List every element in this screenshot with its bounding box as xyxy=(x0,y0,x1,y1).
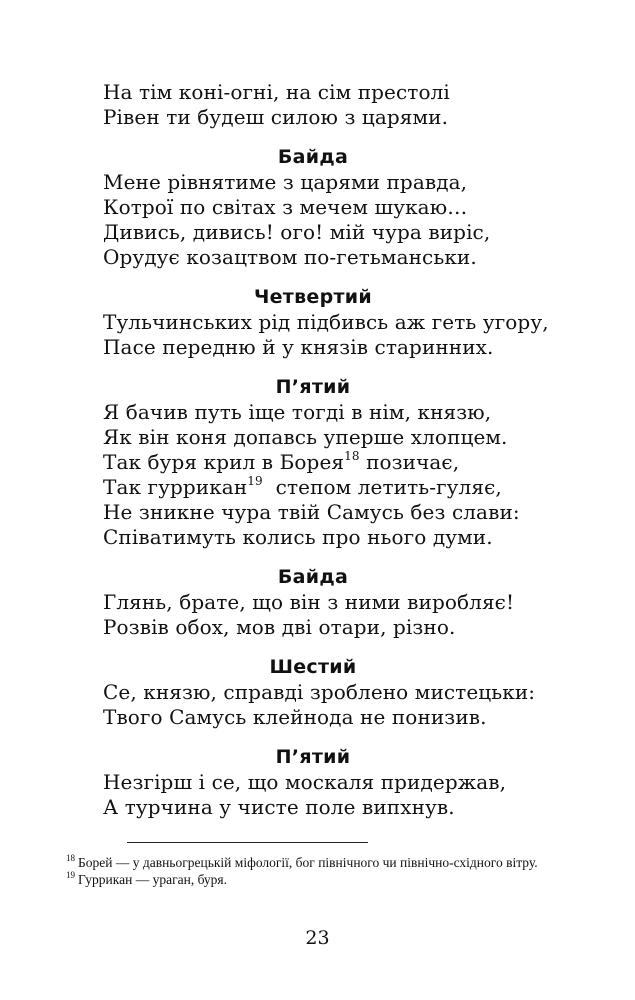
verse-line: Глянь, брате, що він з ними виробляє! xyxy=(103,590,515,614)
verse-line: Твого Самусь клейнода не понизив. xyxy=(103,705,487,729)
verse-line: Я бачив путь іще тогді в нім, князю, xyxy=(103,400,492,424)
footnote-divider xyxy=(127,842,368,843)
verse-line: Орудує козацтвом по-гетьманськи. xyxy=(103,245,477,269)
footnote-item xyxy=(66,871,576,888)
stanza-bayda-1 xyxy=(103,145,603,270)
verse-line: Як він коня допавсь уперше хлопцем. xyxy=(103,425,508,449)
verse-line-with-footnote xyxy=(103,450,603,475)
footnote-text: Борей — у давньогрецькій міфології, бог північного чи північно-східного вітру. xyxy=(78,855,538,870)
stanza-piatyi-2 xyxy=(103,745,603,820)
verse-line: Пасе передню й у князів старинних. xyxy=(103,335,494,359)
verse-text: Так гуррикан xyxy=(103,475,248,499)
verse-text: позичає, xyxy=(359,450,460,474)
footnote-reference[interactable]: 19 xyxy=(247,474,263,489)
verse-text: степом летить-гуляє, xyxy=(262,475,502,499)
speaker-name: Байда xyxy=(277,566,349,588)
speaker-name: Шестий xyxy=(269,656,357,678)
footnote-number: 18 xyxy=(66,852,75,863)
page-number: 23 xyxy=(305,927,330,949)
speaker-name: П’ятий xyxy=(275,746,351,768)
footnotes xyxy=(66,854,576,888)
verse-line: Дивись, дивись! ого! мій чура виріс, xyxy=(103,220,491,244)
verse-line: Мене рівнятиме з царями правда, xyxy=(103,170,468,194)
footnote-reference[interactable]: 18 xyxy=(344,449,360,464)
verse-line: Розвів обох, мов дві отари, різно. xyxy=(103,615,456,639)
footnote-text: Гуррикан — ураган, буря. xyxy=(78,872,228,887)
speaker-name: Четвертий xyxy=(253,286,373,308)
stanza-chetvertyi xyxy=(103,285,603,360)
verse-line: Незгірш і се, що москаля придержав, xyxy=(103,770,507,794)
stanza-shestyi xyxy=(103,655,603,730)
speaker-name: Байда xyxy=(277,146,349,168)
verse-line: Рівен ти будеш силою з царями. xyxy=(103,105,449,129)
verse-text: Так буря крил в Борея xyxy=(103,450,345,474)
speaker-name: П’ятий xyxy=(275,376,351,398)
verse-line: А турчина у чисте поле випхнув. xyxy=(103,795,455,819)
footnote-number: 19 xyxy=(66,869,75,880)
stanza-piatyi-1 xyxy=(103,375,603,550)
verse-line: На тім коні-огні, на сім престолі xyxy=(103,80,450,104)
verse-line: Се, князю, справді зроблено мистецьки: xyxy=(103,680,536,704)
verse-line: Не зникне чура твій Самусь без слави: xyxy=(103,500,520,524)
verse-line-with-footnote xyxy=(103,475,603,500)
verse-line: Котрої по світах з мечем шукаю… xyxy=(103,195,468,219)
verse-line: Співатимуть колись про нього думи. xyxy=(103,525,493,549)
opening-stanza xyxy=(103,80,603,130)
footnote-item xyxy=(66,854,576,871)
poem-text xyxy=(103,80,603,820)
stanza-bayda-2 xyxy=(103,565,603,640)
verse-line: Тульчинських рід підбивсь аж геть угору, xyxy=(103,310,549,334)
